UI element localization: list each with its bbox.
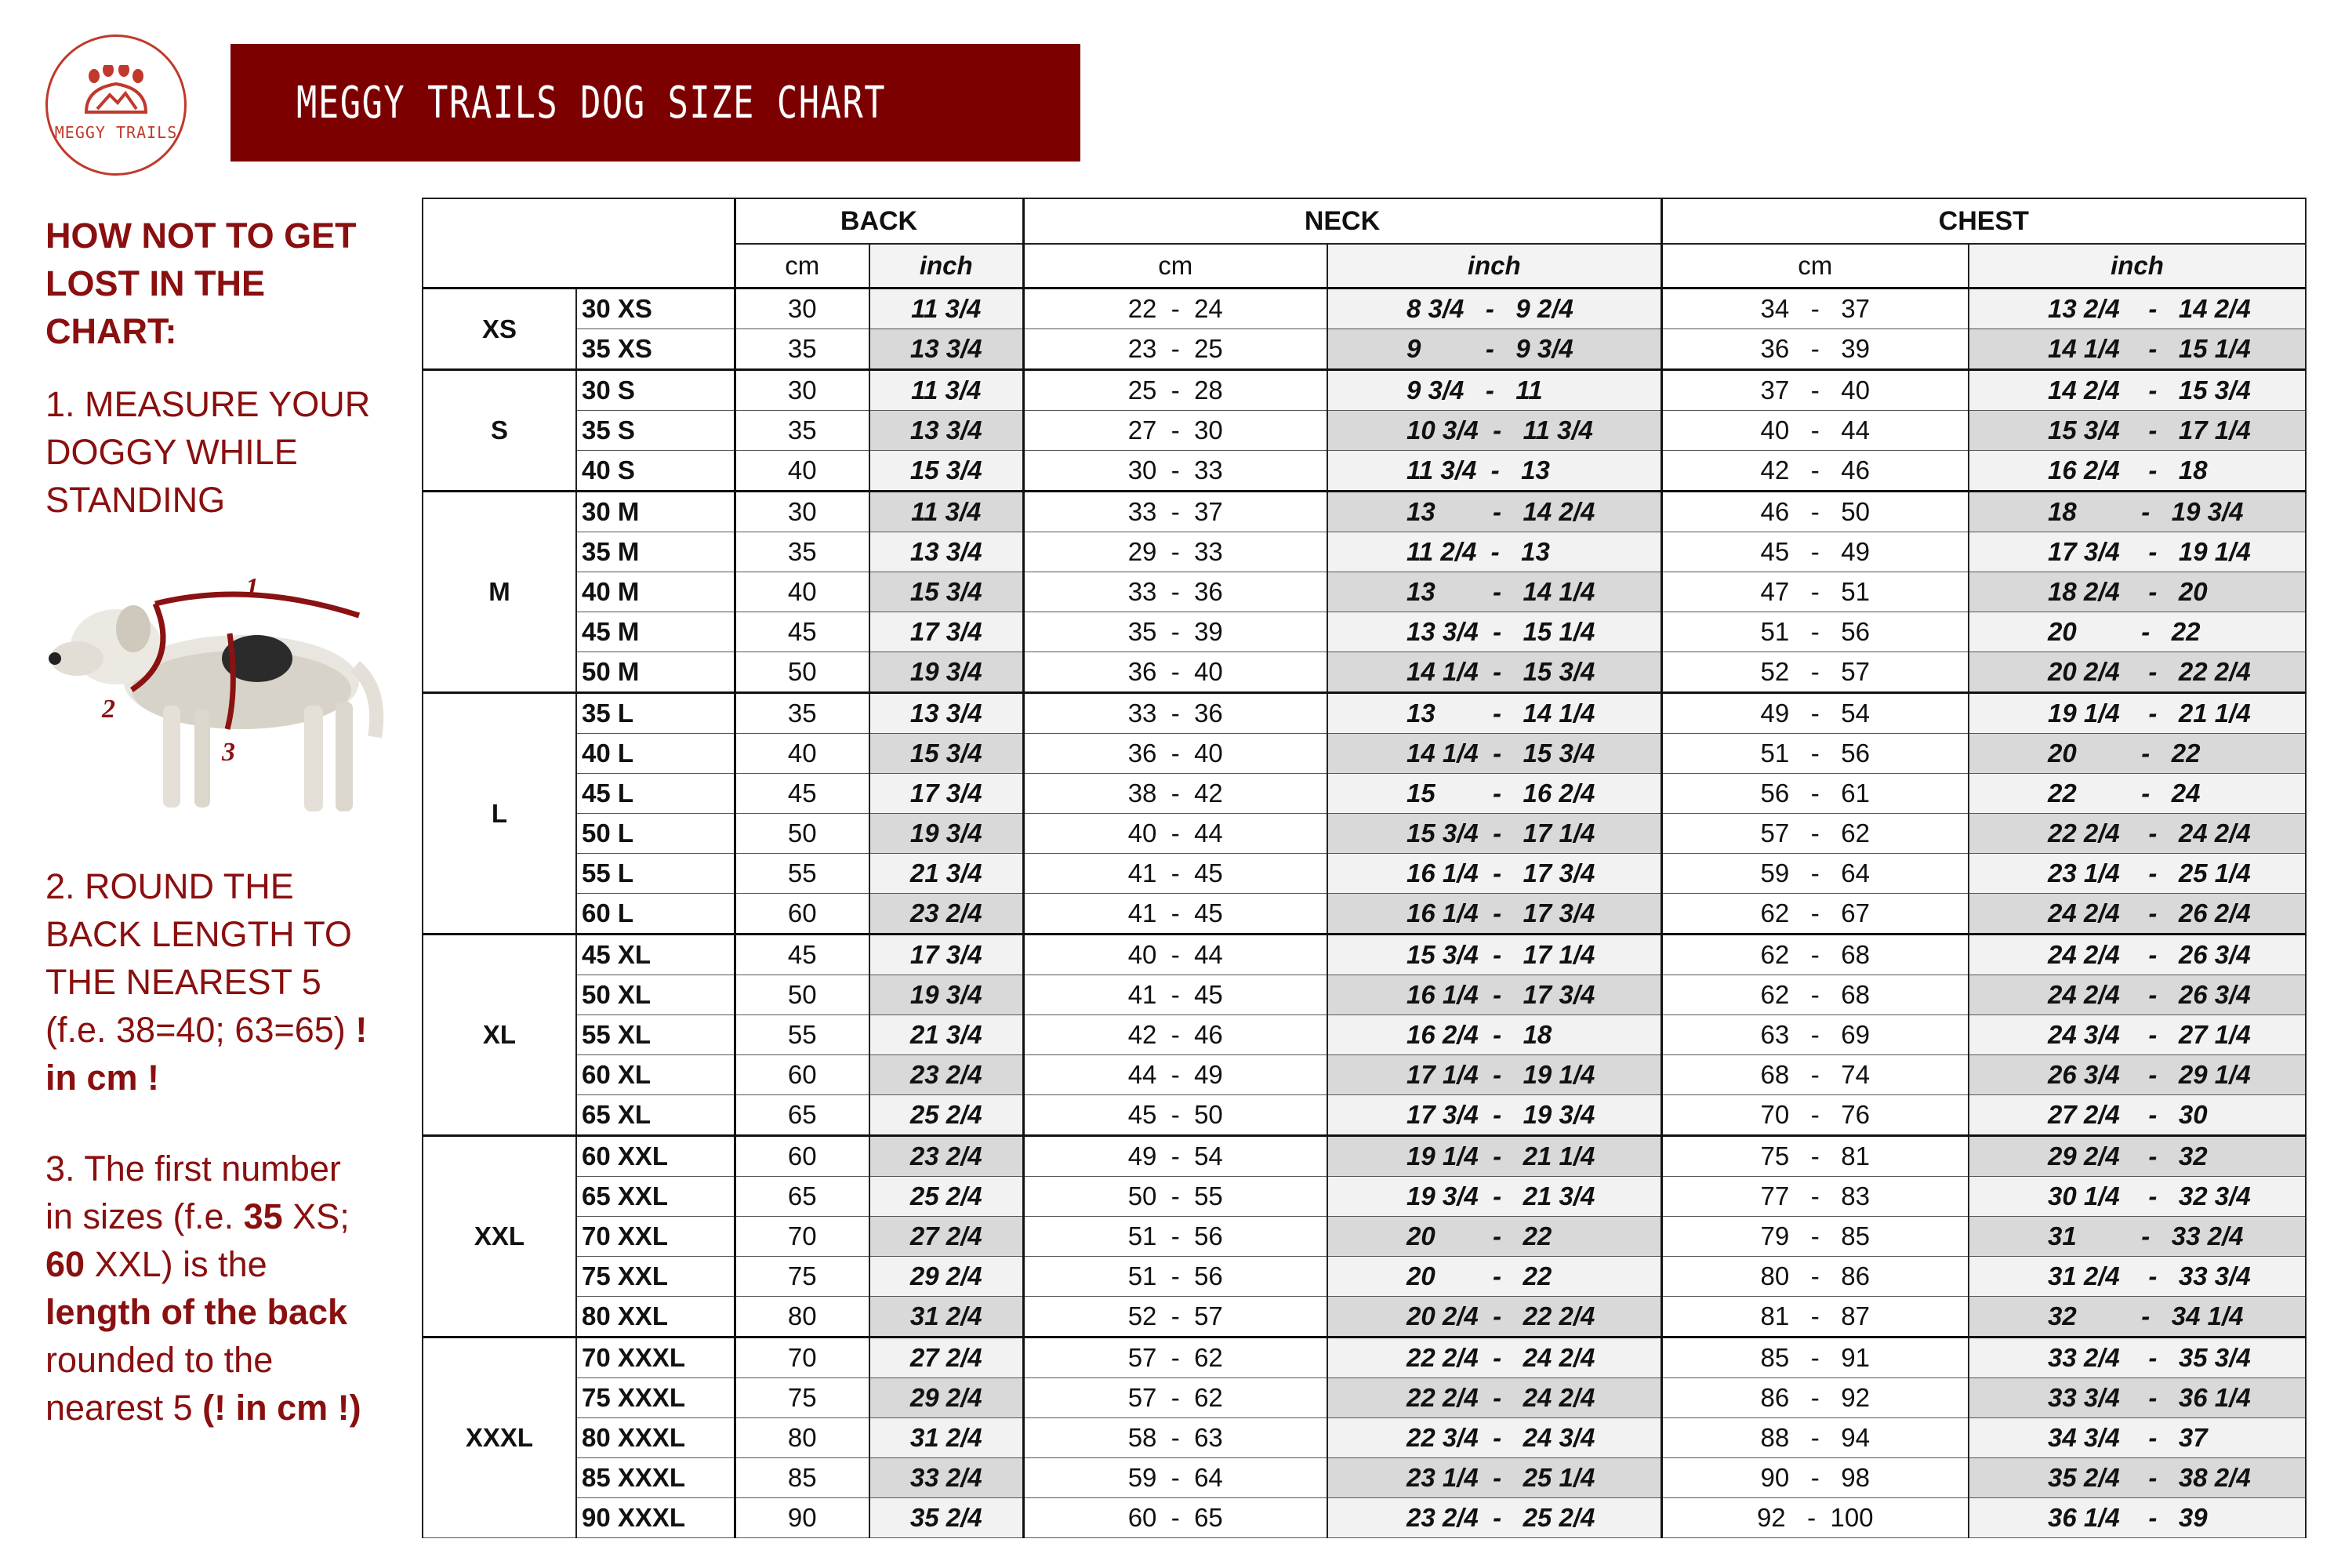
- table-row: [423, 492, 2306, 532]
- back-cm-cell: 40: [735, 734, 869, 774]
- neck-cm-cell: 58 - 63: [1023, 1418, 1327, 1458]
- step2-text: 2. ROUND THE BACK LENGTH TO THE NEAREST 5 (f.e. 38=40; 63=65): [45, 866, 352, 1050]
- size-label: 60 XL: [576, 1055, 735, 1095]
- meggy-trails-logo: [45, 34, 187, 176]
- chest-cm-cell: 46 - 50: [1661, 492, 1969, 532]
- size-label: 55 L: [576, 854, 735, 894]
- size-label: 40 M: [576, 572, 735, 612]
- back-inch-cell: 19 3/4: [869, 814, 1023, 854]
- chest-inch-cell: 13 2/4 - 14 2/4: [1969, 289, 2306, 329]
- table-row: [423, 894, 2306, 935]
- chest-cm-cell: 57 - 62: [1661, 814, 1969, 854]
- chest-cm-cell: 62 - 68: [1661, 975, 1969, 1015]
- step3-number-35: 35: [243, 1196, 283, 1236]
- back-cm-cell: 80: [735, 1297, 869, 1338]
- back-cm-cell: 75: [735, 1257, 869, 1297]
- back-cm-cell: 60: [735, 894, 869, 935]
- size-label: 50 L: [576, 814, 735, 854]
- back-cm-cell: 30: [735, 492, 869, 532]
- size-label: 60 L: [576, 894, 735, 935]
- dog-label-1: 1: [245, 573, 259, 602]
- header-chest-cm: cm: [1661, 244, 1969, 289]
- size-label: 35 L: [576, 693, 735, 734]
- table-row: [423, 1498, 2306, 1538]
- neck-cm-cell: 51 - 56: [1023, 1217, 1327, 1257]
- size-label: 60 XXL: [576, 1136, 735, 1177]
- table-row: [423, 1055, 2306, 1095]
- neck-cm-cell: 42 - 46: [1023, 1015, 1327, 1055]
- neck-inch-cell: 16 1/4 - 17 3/4: [1327, 894, 1661, 935]
- size-label: 55 XL: [576, 1015, 735, 1055]
- back-inch-cell: 15 3/4: [869, 572, 1023, 612]
- chest-inch-cell: 35 2/4 - 38 2/4: [1969, 1458, 2306, 1498]
- neck-cm-cell: 40 - 44: [1023, 814, 1327, 854]
- table-row: [423, 1297, 2306, 1338]
- size-chart-table: [422, 198, 2307, 1538]
- neck-inch-cell: 15 - 16 2/4: [1327, 774, 1661, 814]
- chest-inch-cell: 20 - 22: [1969, 612, 2306, 652]
- header-back-cm: cm: [735, 244, 869, 289]
- size-label: 70 XXXL: [576, 1338, 735, 1378]
- chest-inch-cell: 22 2/4 - 24 2/4: [1969, 814, 2306, 854]
- back-cm-cell: 40: [735, 451, 869, 492]
- size-label: 45 L: [576, 774, 735, 814]
- neck-cm-cell: 49 - 54: [1023, 1136, 1327, 1177]
- chest-cm-cell: 70 - 76: [1661, 1095, 1969, 1136]
- neck-inch-cell: 23 1/4 - 25 1/4: [1327, 1458, 1661, 1498]
- size-group-label: XS: [423, 289, 576, 370]
- chest-cm-cell: 63 - 69: [1661, 1015, 1969, 1055]
- paw-mountain-icon: [78, 65, 154, 120]
- size-label: 50 M: [576, 652, 735, 693]
- size-label: 75 XXXL: [576, 1378, 735, 1418]
- chest-cm-cell: 37 - 40: [1661, 370, 1969, 411]
- table-row: [423, 1177, 2306, 1217]
- back-cm-cell: 55: [735, 1015, 869, 1055]
- neck-cm-cell: 59 - 64: [1023, 1458, 1327, 1498]
- chest-cm-cell: 75 - 81: [1661, 1136, 1969, 1177]
- neck-inch-cell: 9 3/4 - 11: [1327, 370, 1661, 411]
- chest-inch-cell: 32 - 34 1/4: [1969, 1297, 2306, 1338]
- chest-cm-cell: 86 - 92: [1661, 1378, 1969, 1418]
- chest-inch-cell: 20 2/4 - 22 2/4: [1969, 652, 2306, 693]
- chest-cm-cell: 59 - 64: [1661, 854, 1969, 894]
- back-cm-cell: 35: [735, 532, 869, 572]
- table-row: [423, 1458, 2306, 1498]
- back-cm-cell: 50: [735, 975, 869, 1015]
- chest-cm-cell: 47 - 51: [1661, 572, 1969, 612]
- back-cm-cell: 30: [735, 289, 869, 329]
- neck-cm-cell: 29 - 33: [1023, 532, 1327, 572]
- neck-cm-cell: 40 - 44: [1023, 935, 1327, 975]
- neck-inch-cell: 14 1/4 - 15 3/4: [1327, 652, 1661, 693]
- back-cm-cell: 35: [735, 329, 869, 370]
- back-inch-cell: 19 3/4: [869, 975, 1023, 1015]
- chest-inch-cell: 31 - 33 2/4: [1969, 1217, 2306, 1257]
- chest-inch-cell: 17 3/4 - 19 1/4: [1969, 532, 2306, 572]
- back-inch-cell: 15 3/4: [869, 734, 1023, 774]
- back-inch-cell: 29 2/4: [869, 1378, 1023, 1418]
- header-corner: [423, 198, 735, 289]
- chest-inch-cell: 18 - 19 3/4: [1969, 492, 2306, 532]
- neck-cm-cell: 35 - 39: [1023, 612, 1327, 652]
- neck-cm-cell: 41 - 45: [1023, 975, 1327, 1015]
- back-inch-cell: 31 2/4: [869, 1418, 1023, 1458]
- back-inch-cell: 11 3/4: [869, 289, 1023, 329]
- size-group-label: XXXL: [423, 1338, 576, 1538]
- size-label: 30 XS: [576, 289, 735, 329]
- back-cm-cell: 35: [735, 411, 869, 451]
- neck-inch-cell: 16 1/4 - 17 3/4: [1327, 975, 1661, 1015]
- back-inch-cell: 23 2/4: [869, 1055, 1023, 1095]
- chest-cm-cell: 85 - 91: [1661, 1338, 1969, 1378]
- back-inch-cell: 13 3/4: [869, 411, 1023, 451]
- back-cm-cell: 30: [735, 370, 869, 411]
- chest-inch-cell: 16 2/4 - 18: [1969, 451, 2306, 492]
- back-cm-cell: 45: [735, 612, 869, 652]
- chest-inch-cell: 24 2/4 - 26 3/4: [1969, 935, 2306, 975]
- header-banner: [230, 44, 1080, 162]
- neck-inch-cell: 15 3/4 - 17 1/4: [1327, 935, 1661, 975]
- size-label: 50 XL: [576, 975, 735, 1015]
- chest-inch-cell: 33 3/4 - 36 1/4: [1969, 1378, 2306, 1418]
- neck-inch-cell: 13 - 14 2/4: [1327, 492, 1661, 532]
- chest-inch-cell: 14 2/4 - 15 3/4: [1969, 370, 2306, 411]
- neck-inch-cell: 15 3/4 - 17 1/4: [1327, 814, 1661, 854]
- chest-cm-cell: 34 - 37: [1661, 289, 1969, 329]
- chest-cm-cell: 81 - 87: [1661, 1297, 1969, 1338]
- chest-inch-cell: 30 1/4 - 32 3/4: [1969, 1177, 2306, 1217]
- header-neck-cm: cm: [1023, 244, 1327, 289]
- chest-inch-cell: 33 2/4 - 35 3/4: [1969, 1338, 2306, 1378]
- table-row: [423, 734, 2306, 774]
- neck-inch-cell: 9 - 9 3/4: [1327, 329, 1661, 370]
- header-row-main: [423, 198, 2306, 244]
- neck-inch-cell: 19 1/4 - 21 1/4: [1327, 1136, 1661, 1177]
- chest-cm-cell: 49 - 54: [1661, 693, 1969, 734]
- neck-inch-cell: 17 1/4 - 19 1/4: [1327, 1055, 1661, 1095]
- chest-cm-cell: 36 - 39: [1661, 329, 1969, 370]
- back-cm-cell: 60: [735, 1136, 869, 1177]
- header-chest: CHEST: [1661, 198, 2306, 244]
- chest-cm-cell: 80 - 86: [1661, 1257, 1969, 1297]
- size-label: 80 XXL: [576, 1297, 735, 1338]
- back-cm-cell: 80: [735, 1418, 869, 1458]
- chest-cm-cell: 40 - 44: [1661, 411, 1969, 451]
- back-cm-cell: 65: [735, 1095, 869, 1136]
- size-label: 35 M: [576, 532, 735, 572]
- neck-cm-cell: 30 - 33: [1023, 451, 1327, 492]
- back-inch-cell: 11 3/4: [869, 492, 1023, 532]
- size-label: 35 S: [576, 411, 735, 451]
- size-label: 85 XXXL: [576, 1458, 735, 1498]
- chest-cm-cell: 77 - 83: [1661, 1177, 1969, 1217]
- back-inch-cell: 17 3/4: [869, 612, 1023, 652]
- back-inch-cell: 11 3/4: [869, 370, 1023, 411]
- size-group-label: L: [423, 693, 576, 935]
- chest-inch-cell: 18 2/4 - 20: [1969, 572, 2306, 612]
- back-inch-cell: 17 3/4: [869, 774, 1023, 814]
- back-cm-cell: 90: [735, 1498, 869, 1538]
- table-row: [423, 975, 2306, 1015]
- chest-cm-cell: 90 - 98: [1661, 1458, 1969, 1498]
- chest-inch-cell: 29 2/4 - 32: [1969, 1136, 2306, 1177]
- chest-inch-cell: 24 3/4 - 27 1/4: [1969, 1015, 2306, 1055]
- table-row: [423, 1418, 2306, 1458]
- chest-inch-cell: 22 - 24: [1969, 774, 2306, 814]
- chest-cm-cell: 42 - 46: [1661, 451, 1969, 492]
- chest-inch-cell: 26 3/4 - 29 1/4: [1969, 1055, 2306, 1095]
- size-group-label: XL: [423, 935, 576, 1136]
- back-cm-cell: 75: [735, 1378, 869, 1418]
- back-cm-cell: 65: [735, 1177, 869, 1217]
- size-group-label: M: [423, 492, 576, 693]
- step3-emphasis: (! in cm !): [202, 1388, 361, 1428]
- table-row: [423, 572, 2306, 612]
- size-group-label: S: [423, 370, 576, 492]
- back-inch-cell: 17 3/4: [869, 935, 1023, 975]
- step3-text-e: XXL) is the: [94, 1244, 267, 1284]
- back-cm-cell: 70: [735, 1217, 869, 1257]
- size-label: 45 M: [576, 612, 735, 652]
- neck-cm-cell: 44 - 49: [1023, 1055, 1327, 1095]
- chest-inch-cell: 36 1/4 - 39: [1969, 1498, 2306, 1538]
- chest-cm-cell: 68 - 74: [1661, 1055, 1969, 1095]
- instruction-step-3: [45, 1145, 375, 1432]
- neck-cm-cell: 51 - 56: [1023, 1257, 1327, 1297]
- page-title: MEGGY TRAILS DOG SIZE CHART: [296, 77, 887, 129]
- instruction-step-2: [45, 862, 375, 1102]
- back-cm-cell: 50: [735, 652, 869, 693]
- table-row: [423, 1136, 2306, 1177]
- neck-cm-cell: 45 - 50: [1023, 1095, 1327, 1136]
- table-row: [423, 532, 2306, 572]
- back-inch-cell: 25 2/4: [869, 1177, 1023, 1217]
- size-label: 40 S: [576, 451, 735, 492]
- chest-cm-cell: 56 - 61: [1661, 774, 1969, 814]
- table-row: [423, 289, 2306, 329]
- back-inch-cell: 15 3/4: [869, 451, 1023, 492]
- step3-text-c: XS;: [292, 1196, 350, 1236]
- dog-label-2: 2: [102, 695, 115, 724]
- instructions-heading: HOW NOT TO GET LOST IN THE CHART:: [45, 216, 357, 351]
- instructions-panel: [45, 212, 375, 1428]
- back-inch-cell: 27 2/4: [869, 1338, 1023, 1378]
- step3-text-a: 3. The first number in sizes (f.e.: [45, 1149, 341, 1236]
- table-row: [423, 1257, 2306, 1297]
- neck-cm-cell: 60 - 65: [1023, 1498, 1327, 1538]
- neck-inch-cell: 8 3/4 - 9 2/4: [1327, 289, 1661, 329]
- neck-cm-cell: 36 - 40: [1023, 652, 1327, 693]
- neck-inch-cell: 22 3/4 - 24 3/4: [1327, 1418, 1661, 1458]
- chest-cm-cell: 62 - 68: [1661, 935, 1969, 975]
- table-row: [423, 329, 2306, 370]
- neck-cm-cell: 33 - 37: [1023, 492, 1327, 532]
- chest-cm-cell: 79 - 85: [1661, 1217, 1969, 1257]
- size-label: 65 XXL: [576, 1177, 735, 1217]
- neck-inch-cell: 23 2/4 - 25 2/4: [1327, 1498, 1661, 1538]
- neck-cm-cell: 33 - 36: [1023, 572, 1327, 612]
- dog-measurement-illustration: [45, 572, 390, 839]
- chest-inch-cell: 31 2/4 - 33 3/4: [1969, 1257, 2306, 1297]
- back-cm-cell: 55: [735, 854, 869, 894]
- chest-cm-cell: 51 - 56: [1661, 612, 1969, 652]
- table-row: [423, 1338, 2306, 1378]
- chest-cm-cell: 51 - 56: [1661, 734, 1969, 774]
- neck-inch-cell: 16 1/4 - 17 3/4: [1327, 854, 1661, 894]
- size-label: 30 S: [576, 370, 735, 411]
- back-cm-cell: 50: [735, 814, 869, 854]
- chest-inch-cell: 14 1/4 - 15 1/4: [1969, 329, 2306, 370]
- back-inch-cell: 23 2/4: [869, 894, 1023, 935]
- header-neck: NECK: [1023, 198, 1661, 244]
- size-group-label: XXL: [423, 1136, 576, 1338]
- size-label: 70 XXL: [576, 1217, 735, 1257]
- header-chest-inch: inch: [1969, 244, 2306, 289]
- table-row: [423, 774, 2306, 814]
- table-row: [423, 1217, 2306, 1257]
- neck-cm-cell: 36 - 40: [1023, 734, 1327, 774]
- back-inch-cell: 31 2/4: [869, 1297, 1023, 1338]
- table-row: [423, 1378, 2306, 1418]
- size-label: 30 M: [576, 492, 735, 532]
- step3-length-of-back: length of the back: [45, 1292, 348, 1332]
- size-label: 40 L: [576, 734, 735, 774]
- chest-inch-cell: 34 3/4 - 37: [1969, 1418, 2306, 1458]
- step3-number-60: 60: [45, 1244, 85, 1284]
- table-row: [423, 411, 2306, 451]
- neck-inch-cell: 11 3/4 - 13: [1327, 451, 1661, 492]
- neck-inch-cell: 19 3/4 - 21 3/4: [1327, 1177, 1661, 1217]
- back-inch-cell: 29 2/4: [869, 1257, 1023, 1297]
- neck-cm-cell: 57 - 62: [1023, 1378, 1327, 1418]
- neck-inch-cell: 13 - 14 1/4: [1327, 572, 1661, 612]
- neck-inch-cell: 17 3/4 - 19 3/4: [1327, 1095, 1661, 1136]
- back-inch-cell: 25 2/4: [869, 1095, 1023, 1136]
- size-label: 75 XXL: [576, 1257, 735, 1297]
- dog-label-3: 3: [222, 738, 235, 767]
- chest-inch-cell: 19 1/4 - 21 1/4: [1969, 693, 2306, 734]
- back-cm-cell: 60: [735, 1055, 869, 1095]
- neck-cm-cell: 33 - 36: [1023, 693, 1327, 734]
- table-row: [423, 370, 2306, 411]
- back-inch-cell: 13 3/4: [869, 693, 1023, 734]
- neck-cm-cell: 50 - 55: [1023, 1177, 1327, 1217]
- table-row: [423, 814, 2306, 854]
- instruction-step-1: 1. MEASURE YOUR DOGGY WHILE STANDING: [45, 384, 371, 520]
- neck-inch-cell: 20 - 22: [1327, 1257, 1661, 1297]
- chest-inch-cell: 27 2/4 - 30: [1969, 1095, 2306, 1136]
- table-row: [423, 854, 2306, 894]
- back-inch-cell: 19 3/4: [869, 652, 1023, 693]
- chest-cm-cell: 92 - 100: [1661, 1498, 1969, 1538]
- back-cm-cell: 85: [735, 1458, 869, 1498]
- neck-inch-cell: 22 2/4 - 24 2/4: [1327, 1378, 1661, 1418]
- back-inch-cell: 35 2/4: [869, 1498, 1023, 1538]
- header-back: BACK: [735, 198, 1023, 244]
- table-row: [423, 451, 2306, 492]
- chest-cm-cell: 62 - 67: [1661, 894, 1969, 935]
- neck-inch-cell: 20 - 22: [1327, 1217, 1661, 1257]
- neck-inch-cell: 14 1/4 - 15 3/4: [1327, 734, 1661, 774]
- size-label: 35 XS: [576, 329, 735, 370]
- neck-inch-cell: 11 2/4 - 13: [1327, 532, 1661, 572]
- back-inch-cell: 21 3/4: [869, 1015, 1023, 1055]
- neck-inch-cell: 20 2/4 - 22 2/4: [1327, 1297, 1661, 1338]
- back-inch-cell: 13 3/4: [869, 532, 1023, 572]
- table-row: [423, 612, 2306, 652]
- chest-inch-cell: 24 2/4 - 26 2/4: [1969, 894, 2306, 935]
- neck-inch-cell: 13 3/4 - 15 1/4: [1327, 612, 1661, 652]
- table-row: [423, 935, 2306, 975]
- back-cm-cell: 35: [735, 693, 869, 734]
- neck-cm-cell: 27 - 30: [1023, 411, 1327, 451]
- neck-inch-cell: 10 3/4 - 11 3/4: [1327, 411, 1661, 451]
- neck-inch-cell: 16 2/4 - 18: [1327, 1015, 1661, 1055]
- table-row: [423, 1015, 2306, 1055]
- step3-text-g: rounded to the nearest 5: [45, 1340, 274, 1428]
- back-inch-cell: 23 2/4: [869, 1136, 1023, 1177]
- chest-inch-cell: 24 2/4 - 26 3/4: [1969, 975, 2306, 1015]
- back-cm-cell: 40: [735, 572, 869, 612]
- neck-cm-cell: 57 - 62: [1023, 1338, 1327, 1378]
- table-row: [423, 652, 2306, 693]
- size-label: 90 XXXL: [576, 1498, 735, 1538]
- back-cm-cell: 45: [735, 774, 869, 814]
- table-row: [423, 693, 2306, 734]
- chest-inch-cell: 15 3/4 - 17 1/4: [1969, 411, 2306, 451]
- neck-cm-cell: 25 - 28: [1023, 370, 1327, 411]
- chest-inch-cell: 20 - 22: [1969, 734, 2306, 774]
- chest-inch-cell: 23 1/4 - 25 1/4: [1969, 854, 2306, 894]
- neck-cm-cell: 38 - 42: [1023, 774, 1327, 814]
- back-inch-cell: 21 3/4: [869, 854, 1023, 894]
- table-row: [423, 1095, 2306, 1136]
- back-inch-cell: 27 2/4: [869, 1217, 1023, 1257]
- neck-cm-cell: 41 - 45: [1023, 894, 1327, 935]
- chest-cm-cell: 45 - 49: [1661, 532, 1969, 572]
- back-cm-cell: 45: [735, 935, 869, 975]
- neck-inch-cell: 13 - 14 1/4: [1327, 693, 1661, 734]
- size-chart-body: [423, 289, 2306, 1538]
- neck-cm-cell: 52 - 57: [1023, 1297, 1327, 1338]
- step2-emphasis: ! in cm !: [45, 1010, 368, 1098]
- size-label: 65 XL: [576, 1095, 735, 1136]
- neck-cm-cell: 41 - 45: [1023, 854, 1327, 894]
- back-inch-cell: 13 3/4: [869, 329, 1023, 370]
- size-label: 80 XXXL: [576, 1418, 735, 1458]
- chest-cm-cell: 88 - 94: [1661, 1418, 1969, 1458]
- neck-cm-cell: 23 - 25: [1023, 329, 1327, 370]
- back-inch-cell: 33 2/4: [869, 1458, 1023, 1498]
- neck-inch-cell: 22 2/4 - 24 2/4: [1327, 1338, 1661, 1378]
- neck-cm-cell: 22 - 24: [1023, 289, 1327, 329]
- header-neck-inch: inch: [1327, 244, 1661, 289]
- logo-text: MEGGY TRAILS: [54, 123, 178, 142]
- back-cm-cell: 70: [735, 1338, 869, 1378]
- size-label: 45 XL: [576, 935, 735, 975]
- chest-cm-cell: 52 - 57: [1661, 652, 1969, 693]
- header-back-inch: inch: [869, 244, 1023, 289]
